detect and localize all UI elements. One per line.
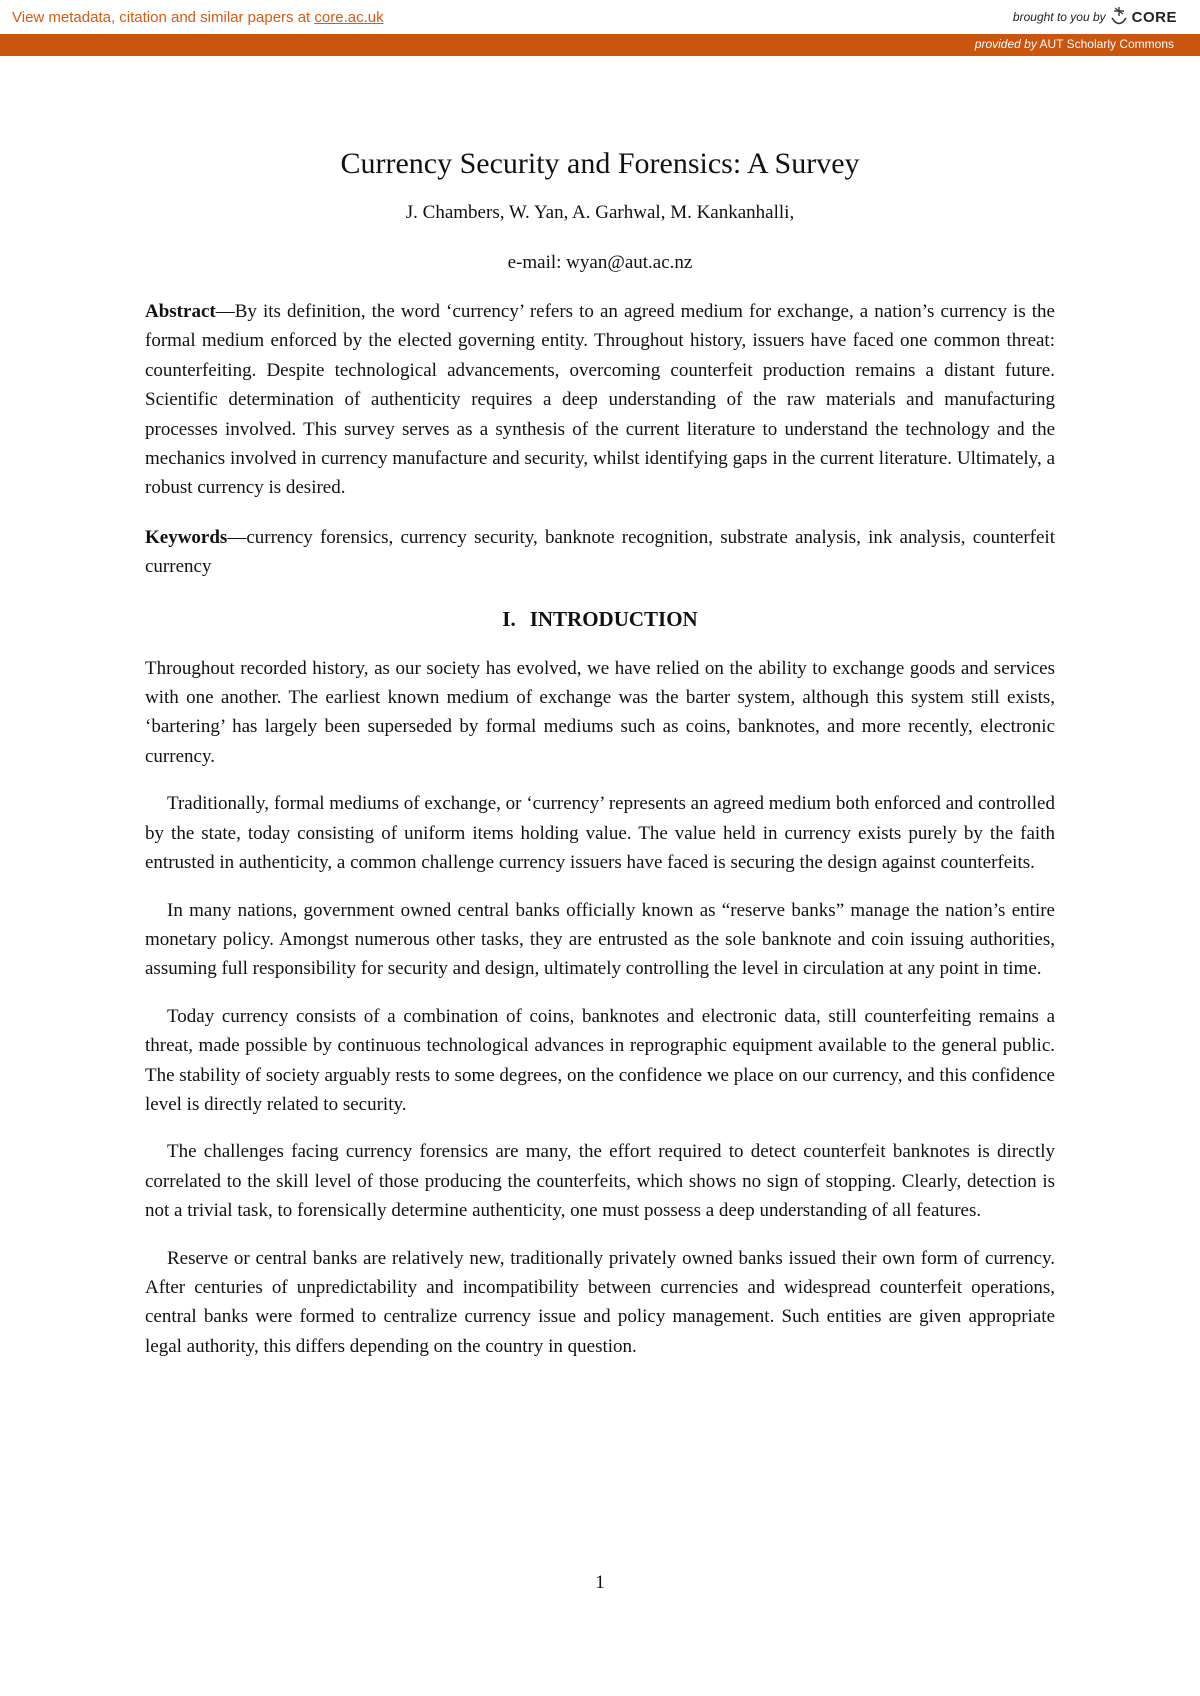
core-branding[interactable] (1013, 4, 1177, 30)
body-paragraph: Traditionally, formal mediums of exchange, or ‘currency’ represents an agreed medium both enforced and controlled by the state, today consisting of uniform items holding value. The value held in currency exists purely by the faith entrusted in authenticity, a common challenge currency issuers have faced is securing the design against counterfeits. (145, 793, 1055, 874)
core-provided-bar (0, 34, 1200, 56)
abstract-text: —By its definition, the word ‘currency’ refers to an agreed medium for exchange, a nation’s currency is the formal medium enforced by the elected governing entity. Throughout history, issuers have faced one common threat: counterfeiting. Despite technological advancements, overcoming counterfeit production remains a distant future. Scientific determination of authenticity requires a deep understanding of the raw materials and manufacturing processes involved. This survey serves as a synthesis of the current literature to understand the technology and the mechanics involved in currency manufacture and security, whilst identifying gaps in the current literature. Ultimately, a robust currency is desired. (145, 301, 1055, 499)
keywords-text: —currency forensics, currency security, banknote recognition, substrate analysis, ink analysis, counterfeit currency (145, 526, 1055, 578)
page-number: 1 (595, 1572, 605, 1593)
provided-prefix: provided by (974, 37, 1037, 51)
core-link[interactable]: core.ac.uk (314, 9, 384, 26)
abstract (145, 297, 1055, 503)
metadata-text: View metadata, citation and similar papers at (12, 9, 315, 26)
paper-title: Currency Security and Forensics: A Survey (340, 147, 860, 180)
brought-to-you-text: brought to you by (1012, 10, 1106, 24)
section-heading (145, 603, 1055, 635)
core-logo-text: CORE (1131, 8, 1177, 26)
keywords-label: Keywords (145, 526, 228, 548)
core-logo-icon (1110, 5, 1128, 29)
provided-by[interactable] (975, 37, 1174, 51)
section-title: INTRODUCTION (529, 606, 698, 631)
core-header (0, 0, 1200, 34)
body-paragraph: Today currency consists of a combination of coins, banknotes and electronic data, still counterfeiting remains a threat, made possible by continuous technological advances in reprographic equipment available to the general public. The stability of society arguably rests to some degrees, on the confidence we place on our currency, and this confidence level is directly related to security. (145, 1005, 1055, 1115)
body-paragraph: The challenges facing currency forensics are many, the effort required to detect counterfeit banknotes is directly correlated to the skill level of those producing the counterfeits, which shows no sign of stopping. Clearly, detection is not a trivial task, to forensically determine authenticity, one must possess a deep understanding of all features. (145, 1141, 1055, 1222)
provided-source: AUT Scholarly Commons (1039, 37, 1174, 51)
author-list: J. Chambers, W. Yan, A. Garhwal, M. Kankanhalli, (405, 202, 795, 223)
contact-email: e-mail: wyan@aut.ac.nz (507, 252, 693, 273)
keywords (145, 523, 1055, 582)
paper-page (145, 140, 1055, 1361)
body-paragraph: Reserve or central banks are relatively new, traditionally privately owned banks issued their own form of currency. After centuries of unpredictability and incompatibility between currencies and widespread counterfeit operations, central banks were formed to centralize currency issue and policy management. Such entities are given appropriate legal authority, this differs depending on the country in question. (145, 1247, 1055, 1357)
section-number: I. (502, 606, 516, 631)
abstract-label: Abstract (145, 301, 216, 322)
metadata-notice (12, 9, 384, 26)
body-paragraph: In many nations, government owned central banks officially known as “reserve banks” manage the nation’s entire monetary policy. Amongst numerous other tasks, they are entrusted as the sole banknote and coin issuing authorities, assuming full responsibility for security and design, ultimately controlling the level in circulation at any point in time. (145, 899, 1055, 980)
body-paragraph: Throughout recorded history, as our society has evolved, we have relied on the ability to exchange goods and services with one another. The earliest known medium of exchange was the barter system, although this system still exists, ‘bartering’ has largely been superseded by formal mediums such as coins, banknotes, and more recently, electronic currency. (145, 657, 1055, 767)
